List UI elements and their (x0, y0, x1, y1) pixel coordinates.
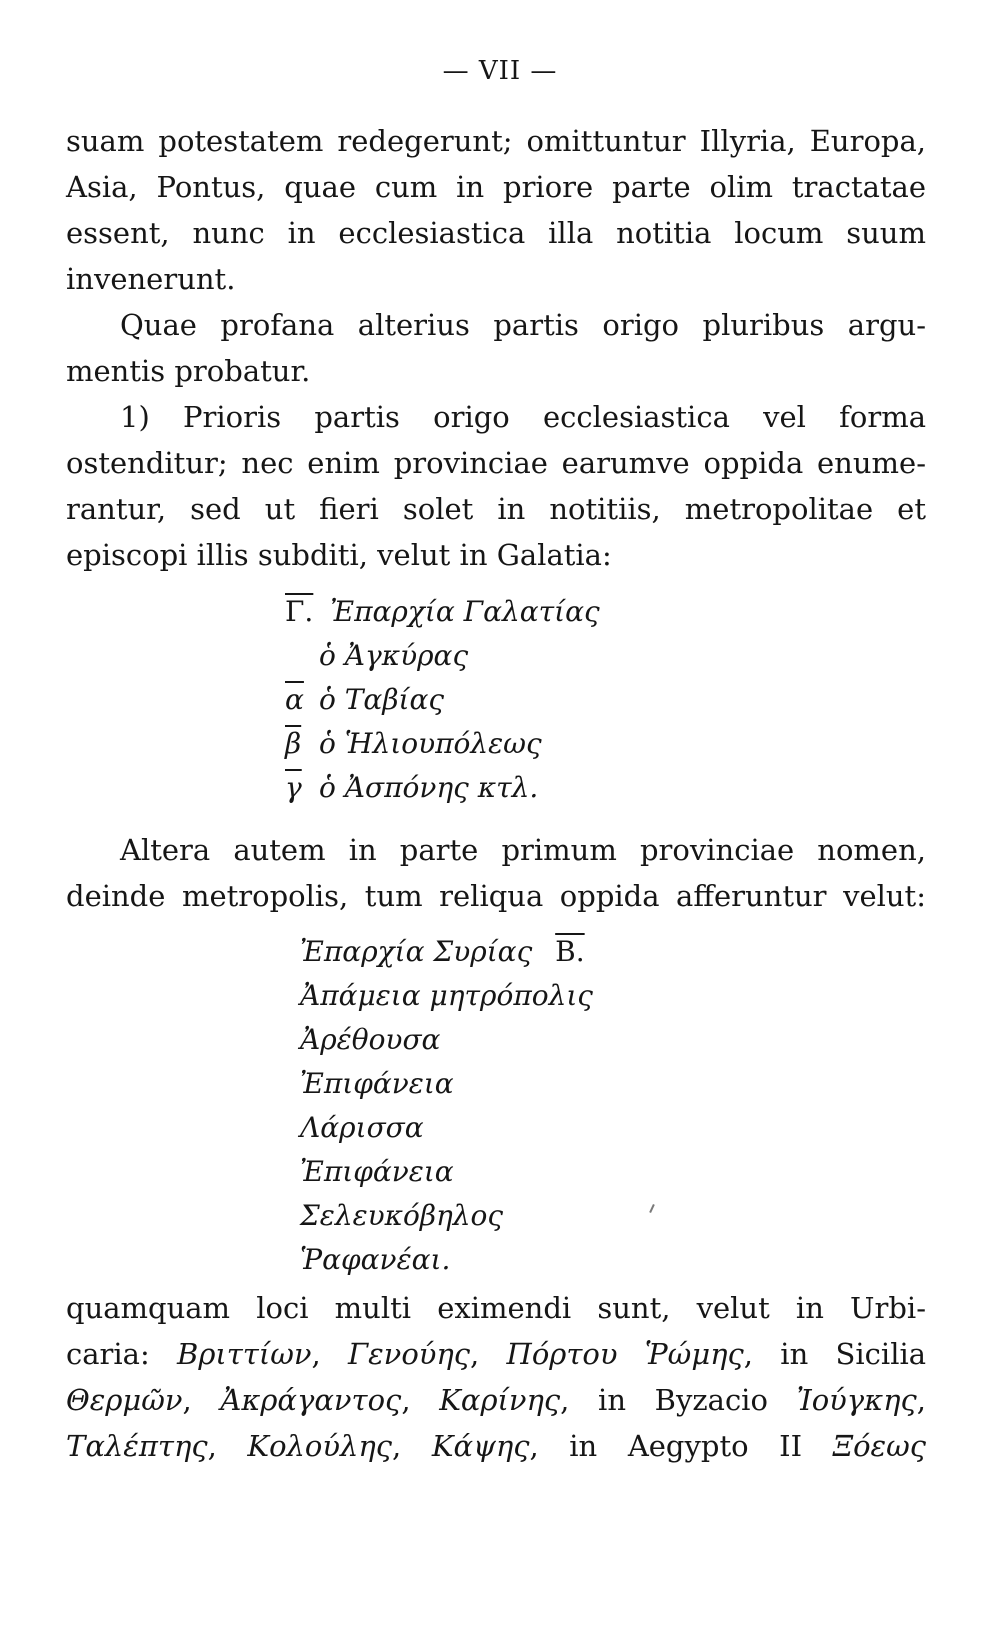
greek-term: Κολούλης (247, 1429, 393, 1463)
paragraph-line (66, 1331, 926, 1378)
text-run: , (470, 1337, 507, 1371)
paragraph-line: ostenditur; nec enim provinciae earumve oppida enume- (66, 446, 926, 480)
greek-term: Κάψης (431, 1429, 530, 1463)
syria-item: Ἐπιφάνεια (300, 1155, 454, 1188)
syria-heading (300, 935, 585, 968)
paragraph-line (66, 1423, 926, 1470)
syria-item: Ἀρέθουσα (300, 1023, 441, 1056)
galatia-list (285, 595, 785, 825)
item-number: $\overline{\alpha}$ (285, 683, 304, 716)
paragraph-line (66, 1377, 926, 1424)
paragraph-line: mentis probatur. (66, 354, 311, 388)
syria-item: Ἀπάμεια μητρόπολις (300, 979, 593, 1012)
syria-item: Λάρισσα (300, 1111, 424, 1144)
item-text: ὁ Ἀσπόνης κτλ. (319, 771, 539, 804)
greek-term: Βριττίων (177, 1337, 312, 1371)
item-number: $\overline{\beta}$ (285, 727, 302, 760)
syria-item: Ῥαφανέαι. (300, 1243, 451, 1276)
greek-term: Ξόεως (832, 1429, 927, 1463)
paragraph-line: episcopi illis subditi, velut in Galatia: (66, 538, 612, 572)
paragraph-line: quamquam loci multi eximendi sunt, velut in Urbi- (66, 1291, 926, 1325)
paragraph-line: deinde metropolis, tum reliqua oppida afferuntur velut: (66, 879, 926, 913)
greek-term: Ταλέπτης (66, 1429, 208, 1463)
paragraph-line: essent, nunc in ecclesiastica illa notitia locum suum (66, 216, 926, 250)
text-run: , (401, 1383, 440, 1417)
text-run: , (311, 1337, 348, 1371)
item-text: ὁ Ἡλιουπόλεως (319, 727, 542, 760)
paragraph-line: invenerunt. (66, 262, 236, 296)
galatia-heading-text: Ἐπαρχία Γαλατίας (330, 595, 600, 628)
item-text: ὁ Ἀγκύρας (319, 639, 469, 672)
paragraph-line: Altera autem in parte primum provinciae nomen, (120, 833, 926, 867)
text-run: , in Aegypto II (529, 1429, 833, 1463)
text-run: , in Byzacio (560, 1383, 797, 1417)
greek-term: Καρίνης (439, 1383, 561, 1417)
text-run: , in Sicilia (743, 1337, 927, 1371)
paragraph-line: Asia, Pontus, quae cum in priore parte olim tractatae (66, 170, 926, 204)
running-head: — VII — (442, 56, 558, 86)
syria-heading-letter: Β. (555, 935, 585, 968)
paragraph-line: suam potestatem redegerunt; omittuntur Illyria, Europa, (66, 124, 926, 158)
greek-term: Θερμῶν (66, 1383, 183, 1417)
paragraph-line: 1) Prioris partis origo ecclesiastica vel forma (120, 400, 926, 434)
item-text: ὁ Ταβίας (319, 683, 445, 716)
text-run: , (392, 1429, 432, 1463)
text-run: , (182, 1383, 221, 1417)
greek-term: Γενούης (348, 1337, 471, 1371)
greek-term: Πόρτου Ῥώμης (506, 1337, 744, 1371)
syria-item: Σελευκόβηλος (300, 1199, 504, 1232)
paragraph-line: rantur, sed ut fieri solet in notitiis, metropolitae et (66, 492, 926, 526)
galatia-heading (285, 595, 600, 628)
text-run: caria: (66, 1337, 178, 1371)
syria-list (300, 935, 800, 1276)
paragraph-line: Quae profana alterius partis origo pluribus argu- (120, 308, 926, 342)
text-run: , (207, 1429, 248, 1463)
galatia-heading-letter: Γ. (285, 595, 314, 628)
text-run: , (916, 1383, 926, 1417)
item-number: $\overline{\gamma}$ (285, 771, 302, 804)
greek-term: Ἀκράγαντος (220, 1383, 402, 1417)
greek-term: Ἰούγκης (796, 1383, 917, 1417)
syria-item: Ἐπιφάνεια (300, 1067, 454, 1100)
syria-heading-text: Ἐπαρχία Συρίας (300, 935, 533, 968)
